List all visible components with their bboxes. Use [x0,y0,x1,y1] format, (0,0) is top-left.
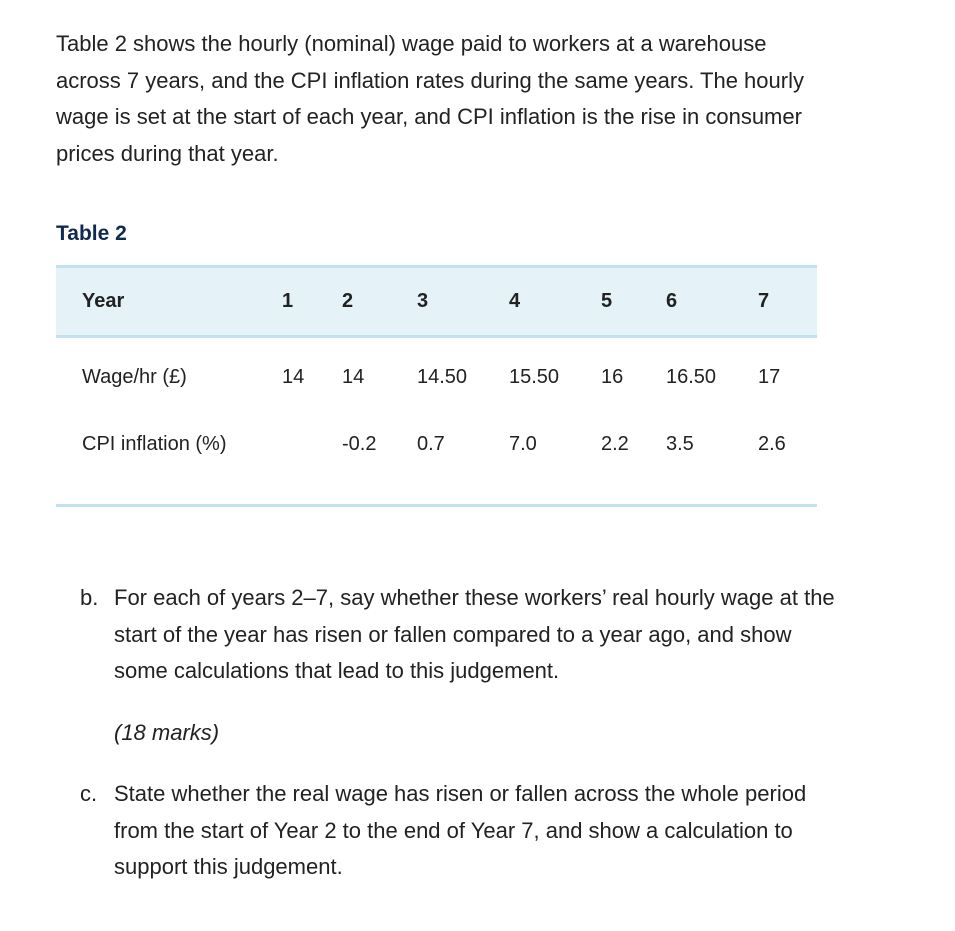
question-b-text: For each of years 2–7, say whether these workers’ real hourly wage at the start of the year has risen or fallen compared to a year ago, and show some calculations that lead to this judgement. [114,585,835,683]
header-year-2: 2 [342,290,354,312]
header-year-5: 5 [601,290,613,312]
wage-year-1: 14 [282,365,305,388]
wage-year-4: 15.50 [509,365,560,388]
question-b [56,580,846,690]
intro-paragraph: Table 2 shows the hourly (nominal) wage paid to workers at a warehouse across 7 years, and the CPI inflation rates during the same years. The hourly wage is set at the start of each year, and CPI inflation is the rise in consumer prices during that year. [56,31,804,166]
question-c-letter: c. [80,781,98,806]
cpi-year-7: 2.6 [758,432,786,455]
cpi-year-1 [282,412,342,476]
table-caption: Table 2 [56,222,127,245]
table-row-wage [56,337,817,413]
wage-year-5: 16 [601,365,624,388]
header-year-6: 6 [666,290,678,312]
cpi-year-2: -0.2 [342,432,377,455]
row-label-wage: Wage/hr (£) [82,365,187,388]
wage-year-6: 16.50 [666,365,717,388]
data-table-container [56,265,817,507]
wage-year-7: 17 [758,365,781,388]
questions-section [56,580,846,886]
header-year-4: 4 [509,290,521,312]
header-year-3: 3 [417,290,429,312]
header-year-label: Year [82,290,125,312]
wage-cpi-table [56,265,817,507]
row-label-cpi: CPI inflation (%) [82,432,227,455]
header-year-1: 1 [282,290,294,312]
cpi-year-6: 3.5 [666,432,694,455]
question-c [56,776,846,886]
cpi-year-4: 7.0 [509,432,537,455]
question-b-marks: (18 marks) [114,719,220,745]
wage-year-2: 14 [342,365,365,388]
header-year-7: 7 [758,290,770,312]
cpi-year-5: 2.2 [601,432,629,455]
table-header-row [56,267,817,337]
table-bottom-spacer [56,476,817,506]
table-row-cpi [56,412,817,476]
question-c-text: State whether the real wage has risen or fallen across the whole period from the start of Year 2 to the end of Year 7, and show a calculation to support this judgement. [114,781,807,879]
wage-year-3: 14.50 [417,365,468,388]
cpi-year-3: 0.7 [417,432,445,455]
question-b-letter: b. [80,585,99,610]
